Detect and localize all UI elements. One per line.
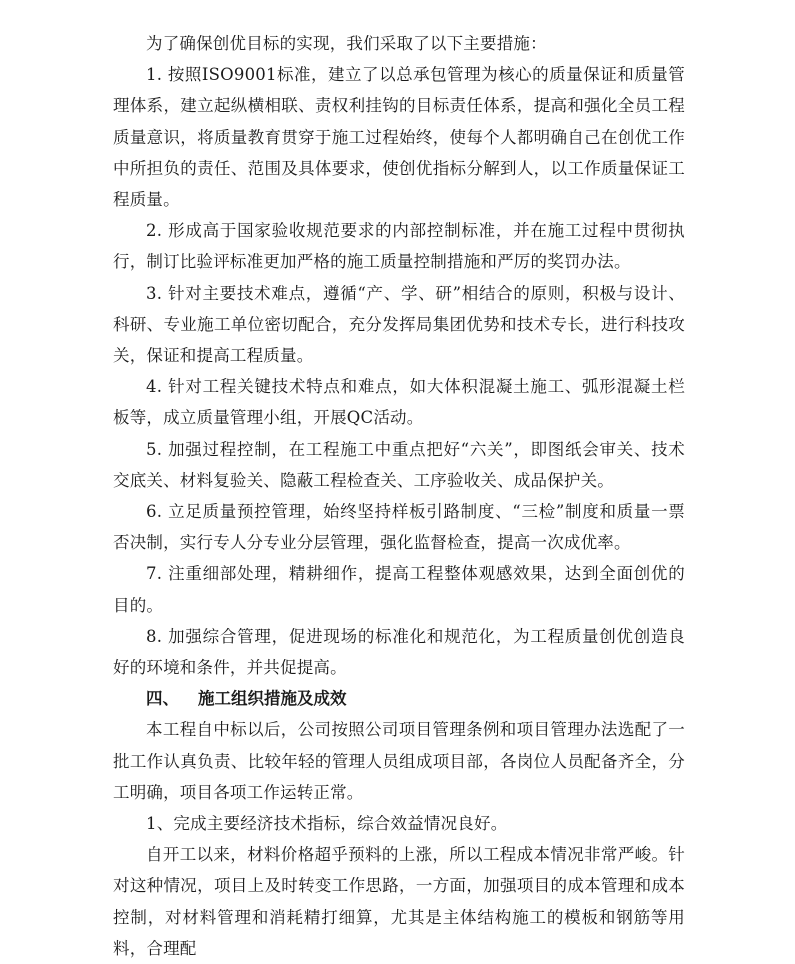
measure-item-5: 5. 加强过程控制，在工程施工中重点把好“六关”，即图纸会审关、技术交底关、材料复验关、隐蔽工程检查关、工序验收关、成品保护关。 (113, 439, 685, 490)
measure-item-1: 1. 按照ISO9001标准，建立了以总承包管理为核心的质量保证和质量管理体系，建立起纵横相联、责权利挂钩的目标责任体系，提高和强化全员工程质量意识，将质量教育贯穿于施工过程始终，使每个人都明确自己在创优工作中所担负的责任、范围及具体要求，使创优指标分解到人，以工作质量保证工程质量。 (113, 65, 685, 210)
section-heading (113, 683, 685, 714)
measure-item-6: 6. 立足质量预控管理，始终坚持样板引路制度、“三检”制度和质量一票否决制，实行专人分专业分层管理，强化监督检查，提高一次成优率。 (113, 502, 685, 553)
intro-paragraph: 为了确保创优目标的实现，我们采取了以下主要措施： (146, 34, 547, 53)
document-body (113, 28, 685, 964)
section-paragraph-2: 1、完成主要经济技术指标，综合效益情况良好。 (146, 814, 508, 834)
section-paragraph-1: 本工程自中标以后，公司按照公司项目管理条例和项目管理办法选配了一批工作认真负责、比较年轻的管理人员组成项目部，各岗位人员配备齐全，分工明确，项目各项工作运转正常。 (113, 720, 685, 802)
measure-item-7: 7. 注重细部处理，精耕细作，提高工程整体观感效果，达到全面创优的目的。 (113, 564, 685, 615)
section-heading-number: 四、 (146, 689, 179, 709)
section-heading-title: 施工组织措施及成效 (198, 689, 347, 709)
section-paragraph-3: 自开工以来，材料价格超乎预料的上涨，所以工程成本情况非常严峻。针对这种情况，项目上及时转变工作思路，一方面，加强项目的成本管理和成本控制，对材料管理和消耗精打细算，尤其是主体结构施工的模板和钢筋等用料，合理配 (113, 845, 685, 958)
measure-item-3: 3. 针对主要技术难点，遵循“产、学、研”相结合的原则，积极与设计、科研、专业施工单位密切配合，充分发挥局集团优势和技术专长，进行科技攻关，保证和提高工程质量。 (113, 283, 685, 366)
measure-item-2: 2. 形成高于国家验收规范要求的内部控制标准，并在施工过程中贯彻执行，制订比验评标准更加严格的施工质量控制措施和严厉的奖罚办法。 (113, 221, 685, 272)
measure-item-8: 8. 加强综合管理，促进现场的标准化和规范化，为工程质量创优创造良好的环境和条件，并共促提高。 (113, 626, 685, 678)
measure-item-4: 4. 针对工程关键技术特点和难点，如大体积混凝土施工、弧形混凝土栏板等，成立质量管理小组，开展QC活动。 (113, 377, 685, 428)
